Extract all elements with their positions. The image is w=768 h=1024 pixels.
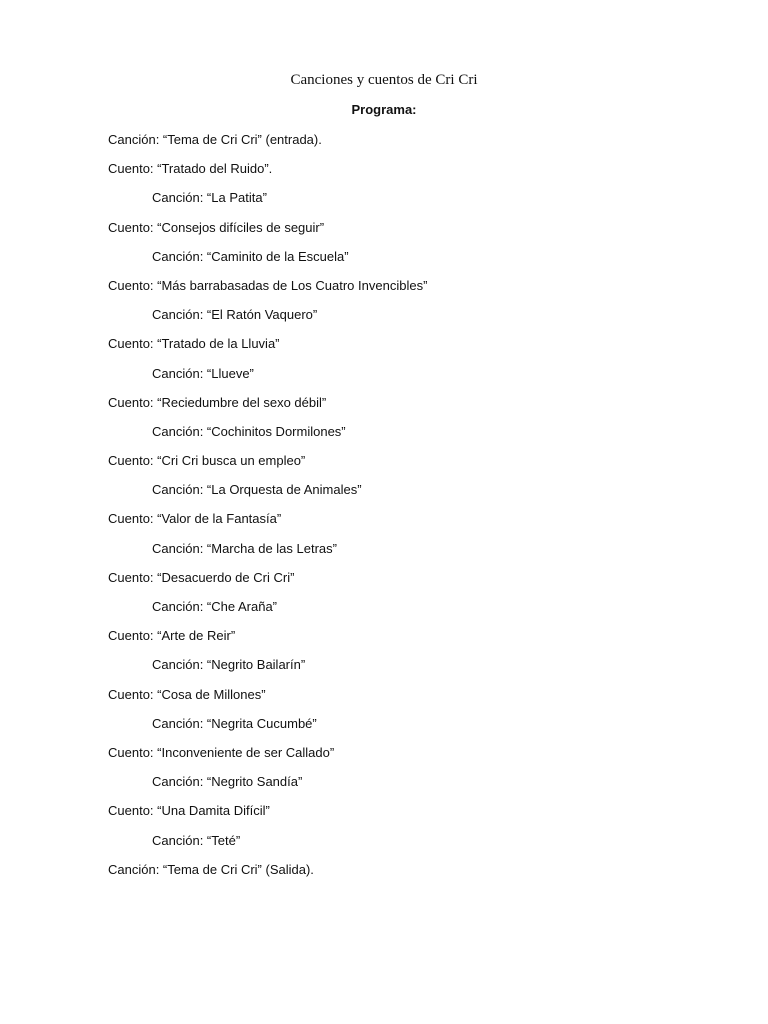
program-item-song: Canción: “Negrita Cucumbé” [152,715,317,731]
program-item-song: Canción: “Caminito de la Escuela” [152,248,349,264]
program-item: Cuento: “Tratado de la Lluvia” [108,336,280,352]
document-title: Canciones y cuentos de Cri Cri [290,72,478,88]
program-item: Cuento: “Valor de la Fantasía” [108,511,282,527]
program-item-song: Canción: “La Orquesta de Animales” [152,482,362,498]
program-item: Canción: “Tema de Cri Cri” (entrada). [108,132,322,147]
program-list [108,130,708,889]
program-item-song: Canción: “Che Araña” [152,599,278,614]
program-item: Cuento: “Arte de Reir” [108,628,236,644]
program-item-song: Canción: “Cochinitos Dormilones” [152,423,346,439]
program-item-song: Canción: “El Ratón Vaquero” [152,307,318,323]
program-item-song: Canción: “Teté” [152,832,241,848]
program-item-song: Canción: “Marcha de las Letras” [152,540,337,556]
document-subtitle: Programa: [351,102,417,117]
program-item-song: Canción: “Negrito Sandía” [152,774,303,790]
program-item-song: Canción: “Negrito Bailarín” [152,657,306,673]
program-item: Cuento: “Cosa de Millones” [108,686,266,702]
program-item-song: Canción: “Llueve” [152,365,254,381]
program-item: Cuento: “Más barrabasadas de Los Cuatro Invencibles” [108,277,428,293]
program-item: Cuento: “Consejos difíciles de seguir” [108,219,325,235]
program-item-song: Canción: “La Patita” [152,190,267,206]
program-item: Canción: “Tema de Cri Cri” (Salida). [108,861,314,877]
program-item: Cuento: “Reciedumbre del sexo débil” [108,394,327,410]
program-item: Cuento: “Inconveniente de ser Callado” [108,744,335,760]
program-item: Cuento: “Desacuerdo de Cri Cri” [108,569,295,585]
program-item: Cuento: “Tratado del Ruido”. [108,161,273,177]
program-item: Cuento: “Cri Cri busca un empleo” [108,453,306,469]
program-item: Cuento: “Una Damita Difícil” [108,803,270,819]
